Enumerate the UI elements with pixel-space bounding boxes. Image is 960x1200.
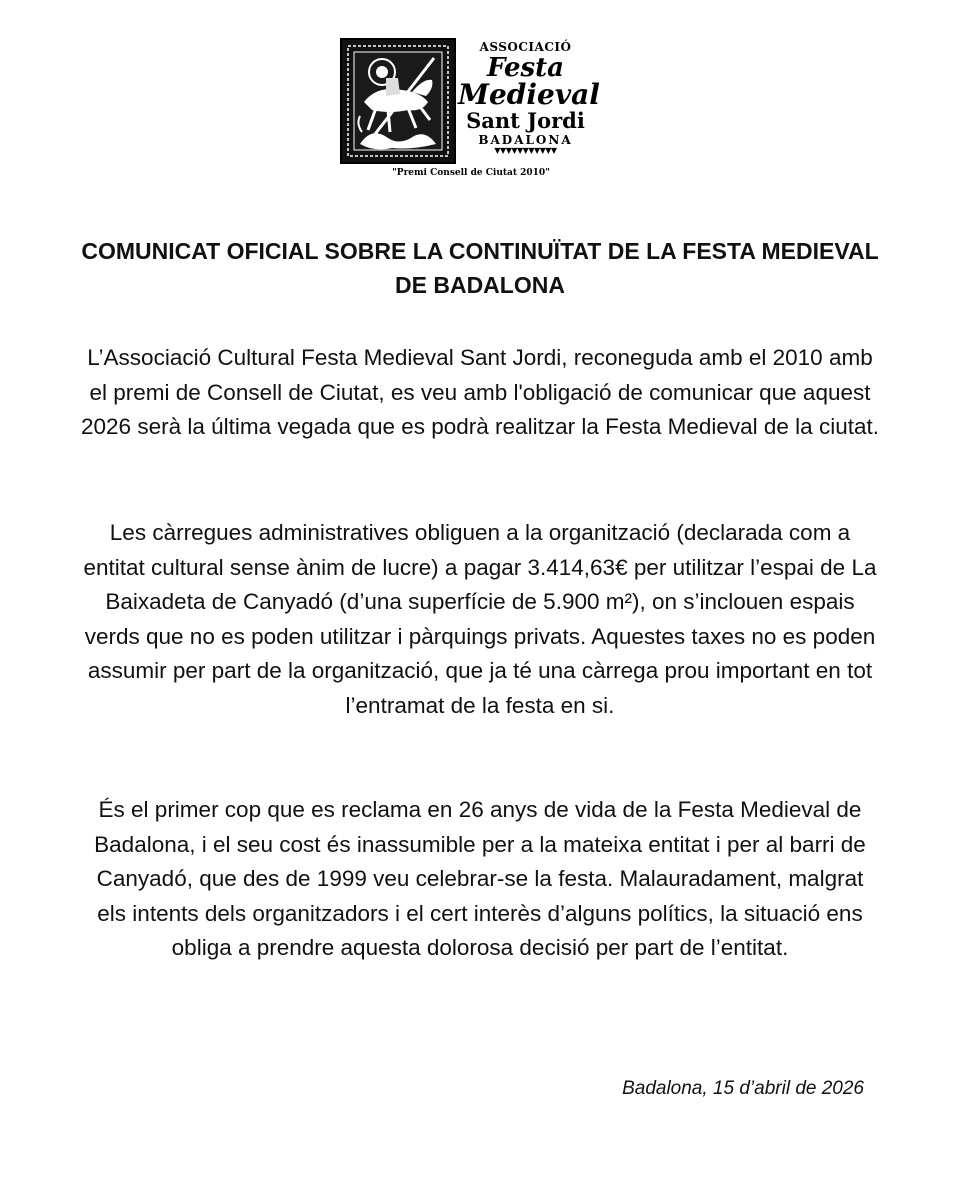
page-title: COMUNICAT OFICIAL SOBRE LA CONTINUÏTAT DE LA FESTA MEDIEVAL DE BADALONA (81, 238, 879, 298)
paragraph-intro: L’Associació Cultural Festa Medieval Sant Jordi, reconeguda amb el 2010 amb el premi de Consell de Ciutat, es veu amb l'obligació de comunicar que aquest 2026 serà la última vegada que es podrà realitzar la Festa Medieval de la ciutat. (81, 345, 879, 439)
logo-line-badalona: BADALONA (478, 133, 573, 147)
logo-triangles-ornament: ▼▼▼▼▼▼▼▼▼▼▼ (494, 146, 557, 155)
paragraph-conclusion: És el primer cop que es reclama en 26 anys de vida de la Festa Medieval de Badalona, i el seu cost és inassumible per a la mateixa entitat i per al barri de Canyadó, que des de 1999 veu celebrar-se la festa. Malauradament, malgrat els intents dels organitzadors i el cert interès d’alguns polítics, la situació ens obliga a prendre aquesta dolorosa decisió per part de l’entitat. (94, 797, 866, 960)
logo-award-caption: "Premi Consell de Ciutat 2010" (392, 168, 550, 178)
logo-line-medieval: Medieval (458, 78, 600, 111)
logo-line-festa: Festa (486, 53, 565, 83)
st-george-dragon-emblem-icon (340, 38, 456, 164)
logo-line-associacio: ASSOCIACIÓ (479, 40, 572, 54)
association-logo (340, 36, 600, 186)
place-and-date: Badalona, 15 d’abril de 2026 (622, 1078, 864, 1099)
paragraph-costs: Les càrregues administratives obliguen a la organització (declarada com a entitat cultural sense ànim de lucre) a pagar 3.414,63€ per utilitzar l’espai de La Baixadeta de Canyadó (d’una superfície de 5.900 m²), on s’inclouen espais verds que no es poden utilitzar i pàrquings privats. Aquestes taxes no es poden assumir per part de la organització, que ja té una càrrega prou important en tot l’entramat de la festa en si. (83, 520, 877, 718)
logo-line-sant-jordi: Sant Jordi (466, 108, 585, 133)
logo-wordmark (458, 36, 600, 155)
